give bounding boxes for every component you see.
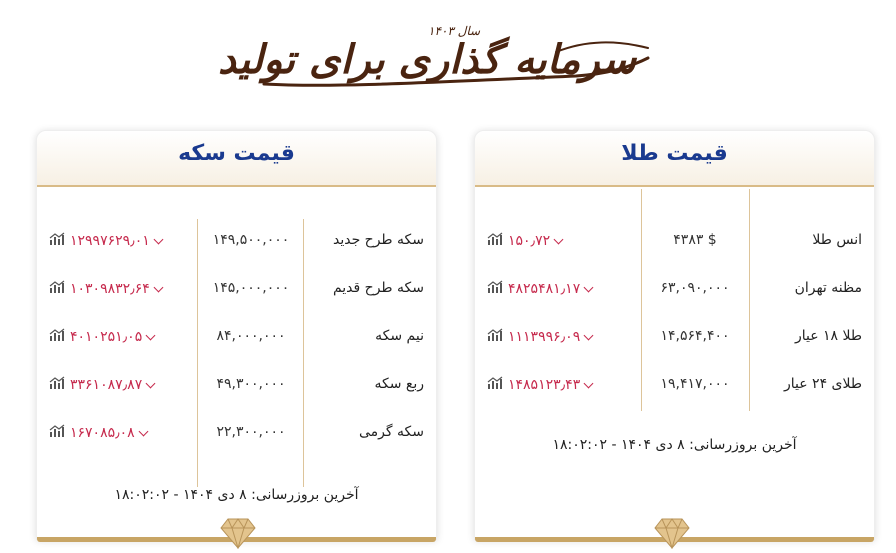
coin-price-card [36,130,437,540]
change-value: ۱۰۳۰۹۸۳۲٫۶۴ [70,281,150,297]
price-change[interactable] [49,424,147,442]
slogan-year: سال ۱۴۰۳ [428,24,481,38]
price-change[interactable] [487,328,592,346]
item-price: ۱۴,۵۶۴,۴۰۰ [660,328,730,344]
chevron-down-icon [153,234,163,244]
item-name: انس طلا [812,232,862,248]
chart-icon[interactable] [49,424,65,442]
item-name: سکه گرمی [359,424,424,440]
change-value: ۱۵۰٫۷۲ [508,233,551,249]
item-name: سکه طرح قدیم [332,280,424,296]
chevron-down-icon [146,378,156,388]
price-change[interactable] [49,232,162,250]
item-price: ۱۴۵,۰۰۰,۰۰۰ [212,280,290,296]
chevron-down-icon [584,330,594,340]
column-divider [197,219,198,487]
price-change[interactable] [49,280,162,298]
item-price: $ ۴۳۸۳ [673,232,717,248]
change-value: ۱۲۹۹۷۶۲۹٫۰۱ [70,233,150,249]
coin-card-title: قیمت سکه [178,141,295,166]
column-divider [749,189,750,411]
coin-card-header [37,131,436,187]
gold-card-title: قیمت طلا [621,141,728,166]
item-price: ۶۳,۰۹۰,۰۰۰ [660,280,730,296]
item-price: ۱۹,۴۱۷,۰۰۰ [660,376,730,392]
chart-icon[interactable] [49,280,65,298]
coin-last-update: آخرین بروزرسانی: ۸ دی ۱۴۰۴ - ۱۸:۰۲:۰۲ [114,487,359,503]
change-value: ۴۰۱۰۲۵۱٫۰۵ [70,329,143,345]
change-value: ۱۱۱۳۹۹۶٫۰۹ [508,329,581,345]
change-value: ۳۳۶۱۰۸۷٫۸۷ [70,377,143,393]
item-name: طلای ۲۴ عیار [783,376,862,392]
price-change[interactable] [487,376,592,394]
price-change[interactable] [49,328,154,346]
price-change[interactable] [49,376,154,394]
change-value: ۱۶۷۰۸۵٫۰۸ [70,425,135,441]
item-price: ۴۹,۳۰۰,۰۰۰ [216,376,286,392]
item-name: نیم سکه [375,328,424,344]
diamond-icon [220,517,256,549]
chart-icon[interactable] [49,328,65,346]
price-change[interactable] [487,232,562,250]
price-change[interactable] [487,280,592,298]
chevron-down-icon [138,426,148,436]
diamond-icon [654,517,690,549]
chart-icon[interactable] [487,280,503,298]
slogan-text: سرمایه گذاری برای تولید [217,36,636,83]
item-price: ۲۲,۳۰۰,۰۰۰ [216,424,286,440]
chart-icon[interactable] [487,232,503,250]
gold-card-header [475,131,874,187]
change-value: ۱۴۸۵۱۲۳٫۴۳ [508,377,581,393]
item-name: سکه طرح جدید [332,232,424,248]
column-divider [303,219,304,487]
item-price: ۸۴,۰۰۰,۰۰۰ [216,328,286,344]
gold-last-update: آخرین بروزرسانی: ۸ دی ۱۴۰۴ - ۱۸:۰۲:۰۲ [552,437,797,453]
chevron-down-icon [584,378,594,388]
item-name: ربع سکه [374,376,424,392]
chevron-down-icon [554,234,564,244]
gold-price-card [474,130,875,540]
chevron-down-icon [584,282,594,292]
chart-icon[interactable] [487,328,503,346]
change-value: ۴۸۲۵۴۸۱٫۱۷ [508,281,581,297]
chart-icon[interactable] [49,376,65,394]
item-name: طلا ۱۸ عیار [794,328,862,344]
chevron-down-icon [153,282,163,292]
chart-icon[interactable] [487,376,503,394]
chart-icon[interactable] [49,232,65,250]
item-price: ۱۴۹,۵۰۰,۰۰۰ [212,232,290,248]
slogan-calligraphy [217,18,656,98]
item-name: مظنه تهران [794,280,862,296]
chevron-down-icon [146,330,156,340]
column-divider [641,189,642,411]
